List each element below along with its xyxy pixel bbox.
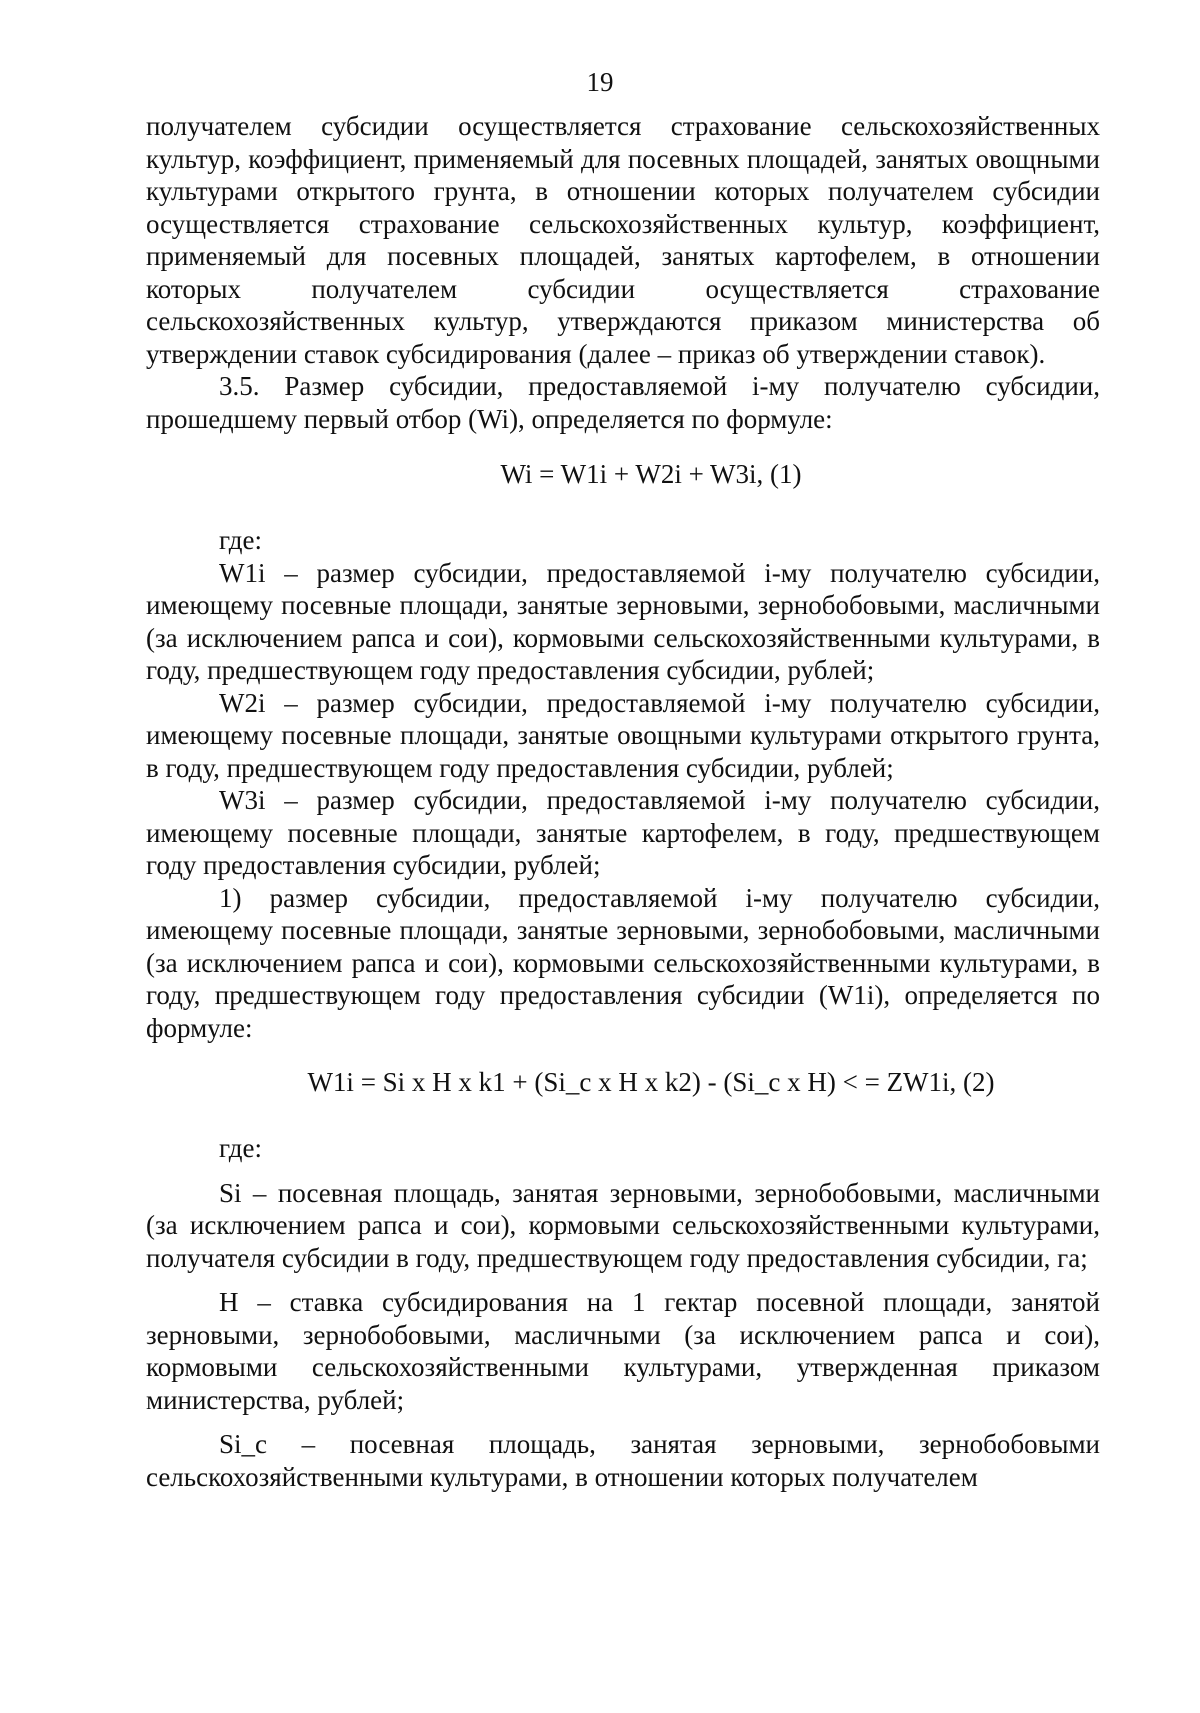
paragraph-continuation: получателем субсидии осуществляется страхование сельскохозяйственных культур, коэффициент, применяемый для посевных площадей, занятых овощными культурами открытого грунта, в отношении которых получателем субсидии осуществляется страхование сельскохозяйственных культур, коэффициент, применяемый для посевных площадей, занятых картофелем, в отношении которых получателем субсидии осуществляется страхование сельскохозяйственных культур, утверждаются приказом министерства об утверждении ставок субсидирования (далее – приказ об утверждении ставок). (146, 111, 1100, 369)
definition-w3i: W3i – размер субсидии, предоставляемой i-му получателю субсидии, имеющему посевные площади, занятые картофелем, в году, предшествующем году предоставления субсидии, рублей; (146, 785, 1100, 880)
page-number: 19 (586, 67, 614, 97)
paragraph-item-1: 1) размер субсидии, предоставляемой i-му получателю субсидии, имеющему посевные площади, занятые зерновыми, зернобобовыми, масличными (за исключением рапса и сои), кормовыми сельскохозяйственными культурами, в году, предшествующем году предоставления субсидии (W1i), определяется по формуле: (146, 882, 1100, 1043)
formula-1: Wi = W1i + W2i + W3i, (1) (500, 459, 802, 489)
definition-si: Si – посевная площадь, занятая зерновыми, зернобобовыми, масличными (за исключением рапса и сои), кормовыми сельскохозяйственными культурами, получателя субсидии в году, предшествующем году предоставления субсидии, га; (146, 1177, 1100, 1273)
definition-w2i: W2i – размер субсидии, предоставляемой i-му получателю субсидии, имеющему посевные площади, занятые овощными культурами открытого грунта, в году, предшествующем году предоставления субсидии, рублей; (146, 687, 1100, 783)
definition-si-c: Si_c – посевная площадь, занятая зерновыми, зернобобовыми сельскохозяйственными культурами, в отношении которых получателем (146, 1429, 1100, 1492)
where-label-1: где: (219, 525, 262, 555)
paragraph-3-5: 3.5. Размер субсидии, предоставляемой i-му получателю субсидии, прошедшему первый отбор (Wi), определяется по формуле: (146, 371, 1100, 434)
definition-h: H – ставка субсидирования на 1 гектар посевной площади, занятой зерновыми, зернобобовыми, масличными (за исключением рапса и сои), кормовыми сельскохозяйственными культурами, утвержденная приказом министерства, рублей; (146, 1287, 1100, 1415)
formula-2: W1i = Si x H x k1 + (Si_c x H x k2) - (Si_c x H) < = ZW1i, (2) (307, 1067, 995, 1097)
where-label-2: где: (219, 1133, 262, 1163)
definition-w1i: W1i – размер субсидии, предоставляемой i-му получателю субсидии, имеющему посевные площади, занятые зерновыми, зернобобовыми, масличными (за исключением рапса и сои), кормовыми сельскохозяйственными культурами, в году, предшествующем году предоставления субсидии, рублей; (146, 557, 1100, 685)
document-body (146, 110, 1100, 1493)
